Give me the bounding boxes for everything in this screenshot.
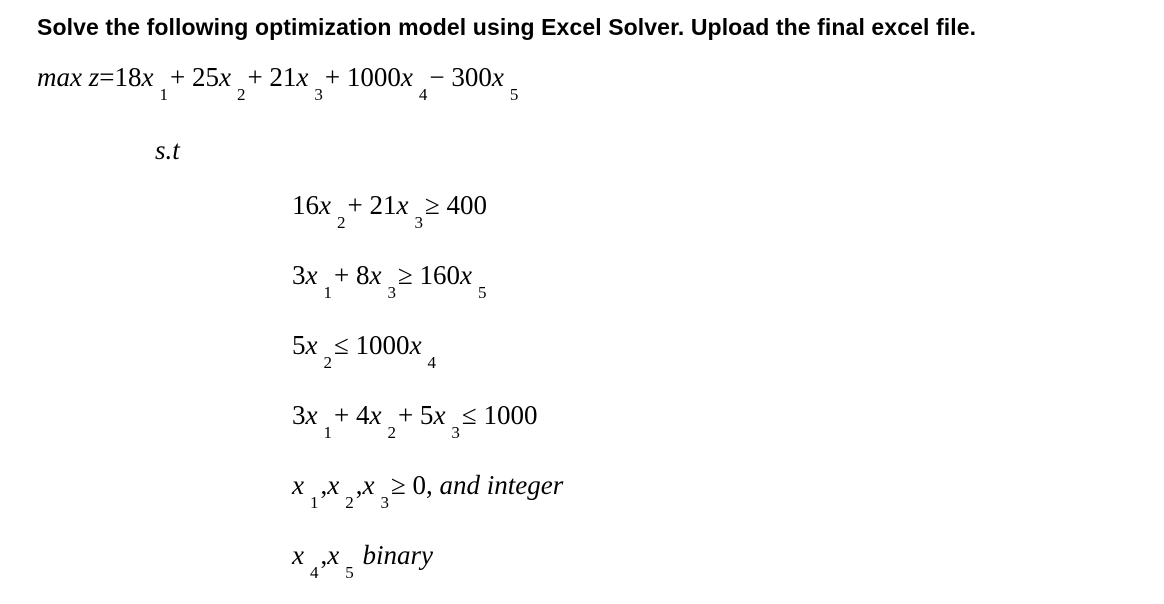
constraint-2: $3x_1+ 8x_3\ge 160x_5$ <box>292 260 487 302</box>
constraint-4: $3x_1+ 4x_2+ 5x_3\le 1000$ <box>292 400 538 442</box>
constraint-3: $5x_2\le 1000x_4$ <box>292 330 437 372</box>
constraint-1: $16x_2+ 21x_3\ge 400$ <box>292 190 488 232</box>
constraint-integer: $x_1,x_2,x_3\ge 0$, and integer <box>292 470 564 512</box>
subject-to-label: s.t <box>155 135 180 165</box>
objective-function: $\max z=18x_1+ 25x_2+ 21x_3+ 1000x_4- 300x_5$ <box>37 62 519 104</box>
problem-title: Solve the following optimization model using Excel Solver. Upload the final excel file. <box>37 14 977 40</box>
constraint-binary: $x_4,x_5$ binary <box>292 540 433 582</box>
